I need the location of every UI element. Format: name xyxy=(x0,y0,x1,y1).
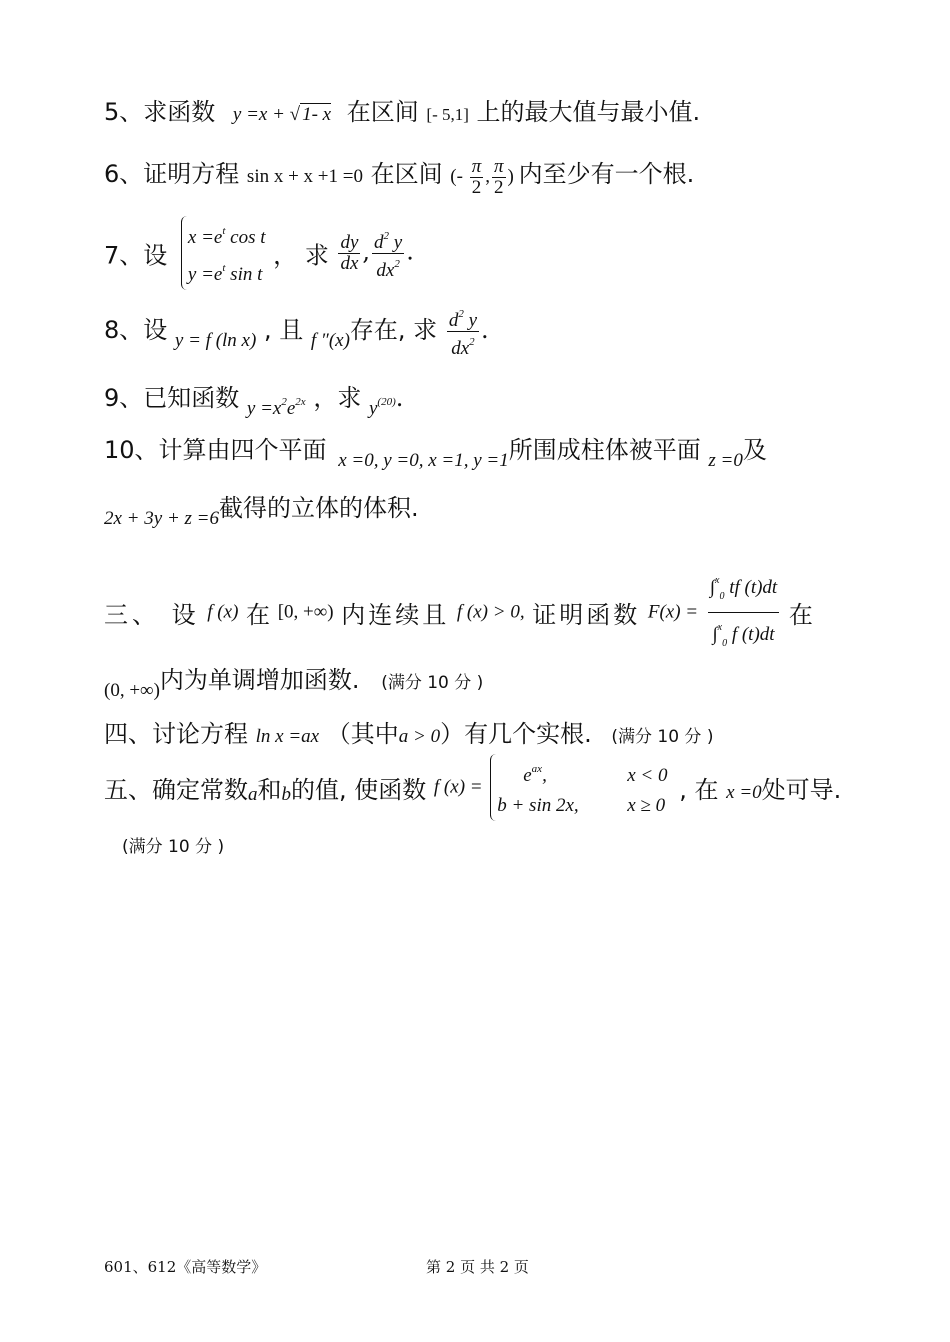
problem-7-first-derivative: $\frac{dy}{dx}$ xyxy=(340,231,359,274)
section-5-piecewise: $e^{ax}$, x < 0 b + sin 2x, x ≥ 0 xyxy=(490,754,679,821)
problem-6-interval: (- $\frac{\pi}{2}$ , $\frac{\pi}{2}$ ) xyxy=(450,156,519,199)
section-5-and: 和 xyxy=(257,776,282,804)
section-4-paren: （其中 xyxy=(326,720,399,748)
section-5-point: x =0 xyxy=(726,782,762,803)
section-5-label: 五、确定常数 xyxy=(104,776,248,804)
problem-5-interval: [- 5,1] xyxy=(426,105,469,124)
section-5-score: (满分 10 分 ) xyxy=(122,837,225,857)
problem-6-equation: sin x + x +1 =0 xyxy=(246,166,363,187)
section-5-zai: , 在 xyxy=(679,776,719,804)
problem-10-continued xyxy=(104,488,419,530)
problem-7-qiu: 求 xyxy=(304,241,329,270)
problem-10-plane-equation: 2x + 3y + z =6 xyxy=(104,508,219,529)
problem-6-mid: 在区间 xyxy=(370,160,443,188)
problem-7: 7、设 $x =e^t$ cos t $y =e^t$ sin t ， 求 $\frac{dy}{dx}$ , $\frac{d^2 y}{dx^2}$ . xyxy=(104,216,414,290)
section-3-continued xyxy=(104,660,483,702)
section-3-tail: 内为单调增加函数. xyxy=(159,666,360,694)
section-5-constant-b: b xyxy=(281,784,291,805)
section-3-zai1: 在 xyxy=(246,601,271,629)
problem-9: 9、已知函数 $_{y =x^2e^{2x}}$ ，求 $_{y^{(20)}}$. xyxy=(104,384,404,419)
section-4-score: (满分 10 分 ) xyxy=(611,727,714,747)
problem-5-mid: 在区间 xyxy=(346,98,419,126)
problem-7-label: 7、设 xyxy=(104,241,168,270)
section-5 xyxy=(104,754,841,821)
section-4-paren-close: ）有几个实根. xyxy=(440,720,592,748)
problem-8-second-derivative: f ″(x) xyxy=(310,330,350,351)
problem-10 xyxy=(104,430,767,472)
problem-8-cunzai: 存在, 求 xyxy=(349,316,438,344)
section-3-integral-fraction: $\frac{\int^x_0 tf (t)dt}{\int^x_0 f (t)dt}$ xyxy=(708,566,779,659)
problem-8-label: 8、设 xyxy=(104,316,168,344)
section-3-function: f (x) xyxy=(207,601,239,623)
section-3 xyxy=(104,566,813,659)
problem-10-planes: x =0, y =0, x =1, y =1 xyxy=(338,450,509,471)
section-3-interval-2: (0, +∞) xyxy=(104,680,160,701)
section-3-label: 三、 设 xyxy=(104,601,200,629)
problem-10-label: 10、计算由四个平面 xyxy=(104,436,327,464)
problem-5 xyxy=(104,92,700,127)
section-5-function: f (x) = xyxy=(433,776,483,798)
footer-course: 601、612《高等数学》 xyxy=(104,1258,267,1276)
footer-page-number: 第 2 页 共 2 页 xyxy=(426,1258,529,1276)
problem-10-z-plane: z =0 xyxy=(708,450,743,471)
section-5-tail: 处可导. xyxy=(761,776,842,804)
section-3-condition: f (x) > 0, xyxy=(456,601,525,623)
problem-6 xyxy=(104,154,694,198)
section-5-score-line xyxy=(122,830,224,858)
problem-8: 8、设 $_{y = f (ln x)}$ , 且 $_{f ''(x)}$存在, 求 $\frac{d^2 y}{dx^2}$ . xyxy=(104,304,489,359)
problem-5-function: y =x + √ 1- x xyxy=(232,104,332,125)
problem-10-mid: 所围成柱体被平面 xyxy=(508,436,701,464)
problem-7-second-derivative: $\frac{d^2 y}{dx^2}$ xyxy=(372,226,404,281)
problem-9-qiu: ，求 xyxy=(313,384,362,412)
problem-8-function: y = f (ln x) xyxy=(174,330,257,351)
section-4 xyxy=(104,714,713,749)
problem-6-label: 6、证明方程 xyxy=(104,160,240,188)
section-3-cont: 内连续且 xyxy=(341,601,450,629)
problem-10-tail: 截得的立体的体积. xyxy=(218,494,419,522)
problem-9-function: y =x2e2x xyxy=(246,396,306,419)
problem-8-qie: , 且 xyxy=(263,316,304,344)
section-3-zai2: 在 xyxy=(788,601,813,629)
section-4-condition: a > 0 xyxy=(398,726,441,747)
problem-5-label: 5、求函数 xyxy=(104,98,216,126)
problem-9-target: y(20) xyxy=(368,396,396,419)
problem-10-ji: 及 xyxy=(742,436,767,464)
section-3-interval: [0, +∞) xyxy=(277,601,334,623)
section-5-constant-a: a xyxy=(248,784,258,805)
section-4-equation: ln x =ax xyxy=(255,726,320,747)
section-5-rest: 的值, 使函数 xyxy=(291,776,427,804)
problem-9-label: 9、已知函数 xyxy=(104,384,240,412)
problem-5-tail: 上的最大值与最小值. xyxy=(476,98,701,126)
problem-6-tail: 内至少有一个根. xyxy=(518,160,695,188)
problem-8-target: $\frac{d^2 y}{dx^2}$ xyxy=(447,304,479,359)
section-3-prove: 证明函数 xyxy=(532,601,641,629)
section-3-score: (满分 10 分 ) xyxy=(381,673,484,693)
section-4-label: 四、讨论方程 xyxy=(104,720,248,748)
section-3-F-definition: F(x) = xyxy=(647,601,699,623)
problem-7-system: $x =e^t$ cos t $y =e^t$ sin t xyxy=(181,216,266,290)
